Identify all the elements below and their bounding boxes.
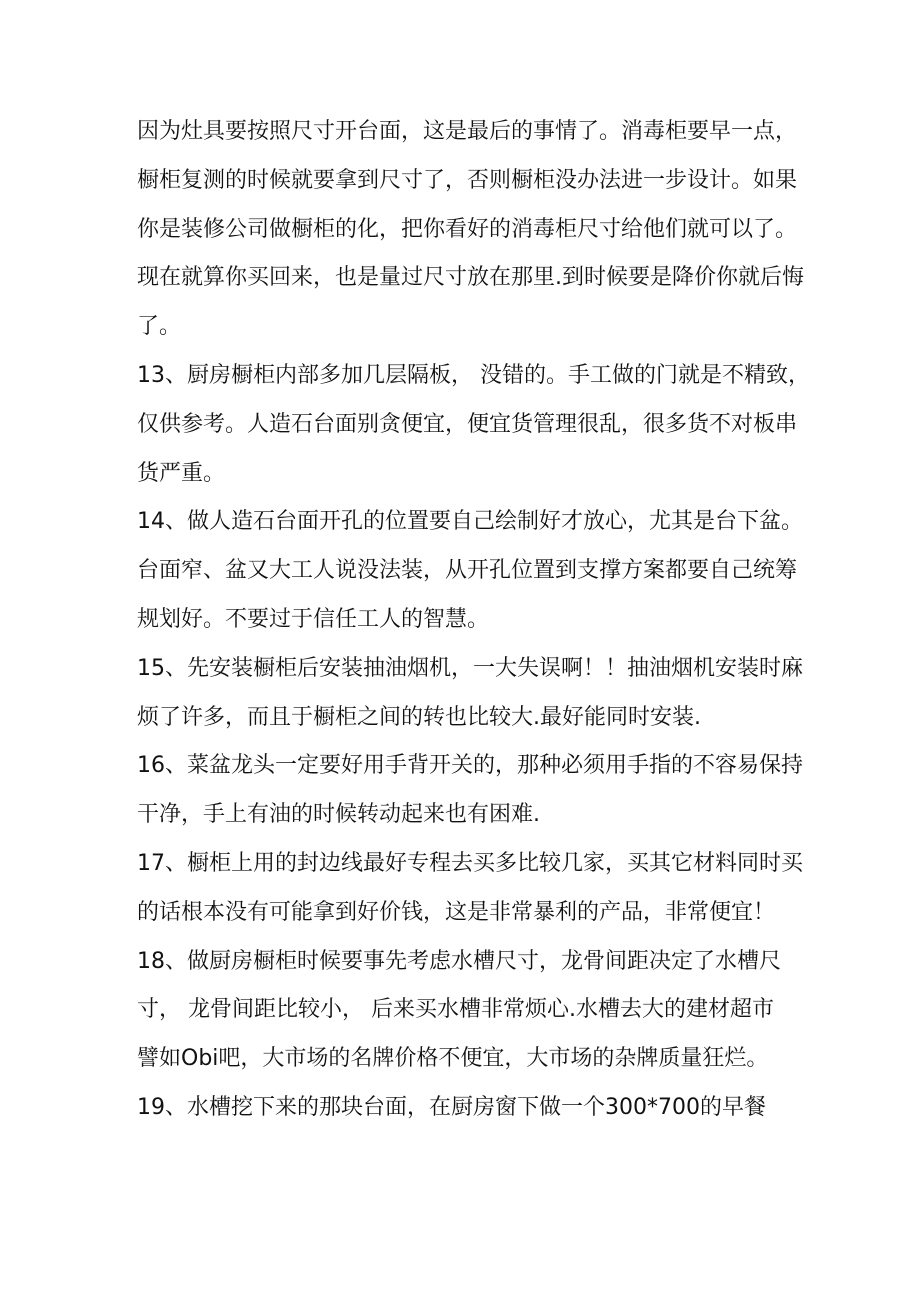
text-line: 14、做人造石台面开孔的位置要自己绘制好才放心，尤其是台下盆。 bbox=[137, 509, 803, 535]
paragraph-item-14 bbox=[137, 498, 803, 644]
text-line: 规划好。不要过于信任工人的智慧。 bbox=[137, 606, 490, 632]
paragraph-item-18 bbox=[137, 938, 797, 1084]
text-line: 19、水槽挖下来的那块台面，在厨房窗下做一个300*700的早餐 bbox=[137, 1094, 766, 1120]
paragraph-item-19 bbox=[137, 1084, 797, 1133]
text-line: 15、先安装橱柜后安装抽油烟机，一大失误啊！！抽油烟机安装时麻 bbox=[137, 655, 803, 681]
text-line: 货严重。 bbox=[137, 460, 226, 486]
text-line: 16、菜盆龙头一定要好用手背开关的，那种必须用手指的不容易保持 bbox=[137, 753, 803, 779]
text-line: 13、厨房橱柜内部多加几层隔板， 没错的。手工做的门就是不精致， bbox=[137, 362, 810, 388]
text-line: 了。 bbox=[137, 314, 182, 340]
text-line: 寸， 龙骨间距比较小， 后来买水槽非常烦心.水槽去大的建材超市 bbox=[137, 997, 774, 1023]
text-line: 仅供参考。人造石台面别贪便宜，便宜货管理很乱，很多货不对板串 bbox=[137, 411, 798, 437]
text-line: 的话根本没有可能拿到好价钱，这是非常暴利的产品，非常便宜！ bbox=[137, 899, 776, 925]
document-body bbox=[137, 108, 810, 1133]
text-line: 烦了许多，而且于橱柜之间的转也比较大.最好能同时安装. bbox=[137, 704, 701, 730]
paragraph-item-16 bbox=[137, 742, 803, 840]
paragraph-item-15 bbox=[137, 645, 803, 743]
text-line: 譬如Obi吧，大市场的名牌价格不便宜，大市场的杂牌质量狂烂。 bbox=[137, 1046, 769, 1072]
paragraph-item-13 bbox=[137, 352, 810, 498]
text-line: 现在就算你买回来，也是量过尺寸放在那里.到时候要是降价你就后悔 bbox=[137, 265, 804, 291]
text-line: 干净，手上有油的时候转动起来也有困难. bbox=[137, 802, 540, 828]
text-line: 17、橱柜上用的封边线最好专程去买多比较几家，买其它材料同时买 bbox=[137, 850, 803, 876]
text-line: 你是装修公司做橱柜的化，把你看好的消毒柜尺寸给他们就可以了。 bbox=[137, 216, 798, 242]
text-line: 因为灶具要按照尺寸开台面，这是最后的事情了。消毒柜要早一点， bbox=[137, 119, 798, 144]
text-line: 橱柜复测的时候就要拿到尺寸了，否则橱柜没办法进一步设计。如果 bbox=[137, 167, 798, 193]
text-line: 台面窄、盆又大工人说没法装，从开孔位置到支撑方案都要自己统筹 bbox=[137, 558, 798, 584]
paragraph-item-17 bbox=[137, 840, 803, 938]
paragraph-cabinet-measurement bbox=[137, 108, 804, 352]
text-line: 18、做厨房橱柜时候要事先考虑水槽尺寸，龙骨间距决定了水槽尺 bbox=[137, 948, 781, 974]
